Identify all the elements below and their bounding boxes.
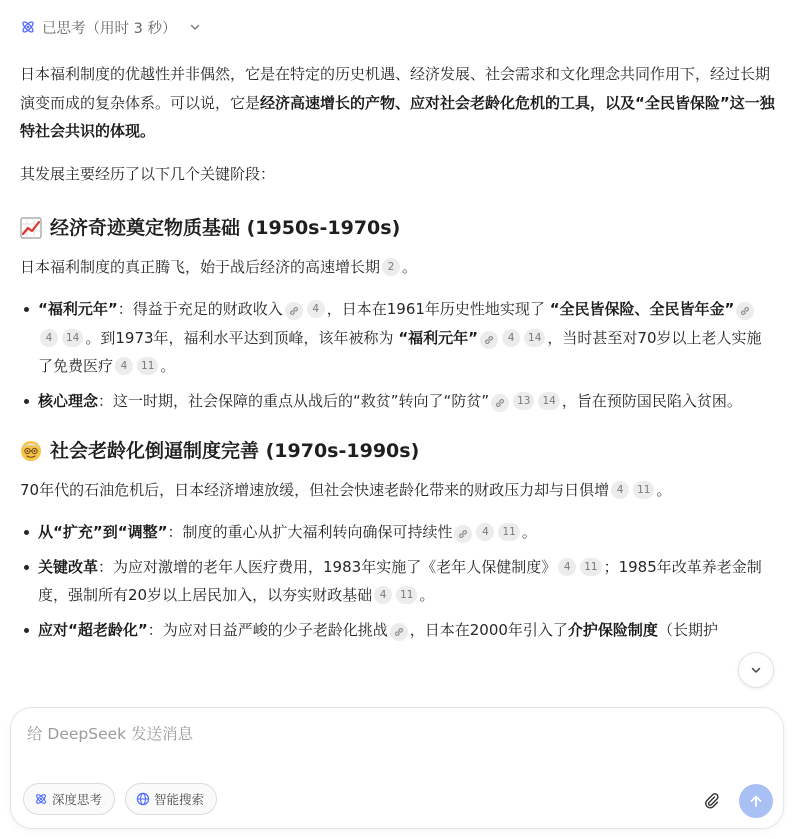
chevron-down-icon: [749, 663, 763, 677]
list-item-text: ：为应对日益严峻的少子老龄化挑战: [147, 620, 388, 639]
list-item-title: 关键改革: [38, 557, 99, 576]
section-1-list: [20, 295, 775, 415]
thinking-label: 已思考（用时 3 秒）: [42, 20, 177, 37]
list-item: [20, 387, 775, 416]
list-item: [20, 553, 775, 610]
citation-badge[interactable]: 4: [307, 300, 325, 318]
list-item: [20, 616, 775, 645]
link-icon[interactable]: [491, 394, 509, 412]
citation-badge[interactable]: 4: [374, 586, 392, 604]
citation-badge[interactable]: 11: [580, 558, 601, 576]
thinking-toggle[interactable]: [20, 14, 202, 40]
list-item-title: 核心理念: [38, 391, 99, 410]
citation-badge[interactable]: 11: [396, 586, 417, 604]
list-item-title: 从“扩充”到“调整”: [38, 523, 168, 541]
intro-bold-text: 经济高速增长的产物、应对社会老龄化危机的工具，以及“全民皆保险”这一独特社会共识的体现。: [20, 93, 775, 140]
citation-badge[interactable]: 4: [40, 329, 58, 347]
list-item-text: ：这一时期，社会保障的重点从战后的“救贫”转向了“防贫”: [98, 391, 490, 410]
section-2-lead: 70年代的石油危机后，日本经济增速放缓，但社会快速老龄化带来的财政压力却与日俱增 4 11 。: [20, 480, 672, 499]
list-item-bold: “全民皆保险、全民皆年金”: [549, 300, 735, 318]
list-item-text: 。: [521, 523, 537, 541]
older-person-icon: [20, 440, 42, 462]
arrow-up-icon: [748, 793, 764, 809]
citation-badge[interactable]: 11: [633, 481, 654, 499]
paperclip-icon: [703, 792, 721, 810]
citation-badge[interactable]: 14: [538, 392, 559, 410]
link-icon[interactable]: [736, 302, 754, 320]
intro-paragraph-2: 其发展主要经历了以下几个关键阶段：: [20, 164, 276, 183]
list-item-text: 。: [160, 357, 176, 375]
section-heading-1-text: 经济奇迹奠定物质基础 (1950s-1970s): [50, 217, 401, 239]
citation-badge[interactable]: 13: [513, 392, 534, 410]
web-search-toggle[interactable]: [125, 783, 217, 815]
message-composer: [10, 707, 784, 829]
list-item-text: ，当时甚至对70岁以上老人实施了免费医疗: [38, 328, 762, 375]
deep-think-label: 深度思考: [52, 792, 103, 807]
list-item-text: ：得益于充足的财政收入: [117, 300, 283, 318]
citation-badge[interactable]: 4: [476, 523, 494, 541]
list-item-bold: “福利元年”: [398, 328, 479, 347]
list-item-text: ，旨在预防国民陷入贫困。: [561, 391, 742, 410]
citation-badge[interactable]: 4: [558, 558, 576, 576]
deep-think-toggle[interactable]: [23, 783, 115, 815]
list-item-text: 。到1973年，福利水平达到顶峰，该年被称为: [85, 328, 399, 347]
list-item-text: ：制度的重心从扩大福利转向确保可持续性: [167, 523, 453, 541]
section-2-lead-text: 70年代的石油危机后，日本经济增速放缓，但社会快速老龄化带来的财政压力却与日俱增: [20, 480, 610, 499]
list-item-title: “福利元年”: [38, 300, 118, 318]
list-item-bold: 介护保险制度: [567, 620, 658, 639]
chart-increasing-icon: [20, 217, 42, 239]
citation-badge[interactable]: 14: [62, 329, 83, 347]
list-item-text: ，日本在2000年引入了: [409, 620, 568, 639]
atom-icon: [20, 19, 36, 35]
intro-text: 日本福利制度的优越性并非偶然，它是在特定的历史机遇、经济发展、社会需求和文化理念共同作用下，经过长期演变而成的复杂体系。可以说，它是: [20, 65, 771, 112]
web-search-label: 智能搜索: [154, 792, 205, 807]
citation-badge[interactable]: 11: [137, 357, 158, 375]
send-button[interactable]: [739, 784, 773, 818]
section-2-list: [20, 518, 775, 644]
citation-badge[interactable]: 4: [502, 329, 520, 347]
citation-badge[interactable]: 14: [524, 329, 545, 347]
list-item-text: （长期护: [657, 620, 718, 639]
link-icon[interactable]: [454, 525, 472, 543]
list-item-text: ；1985年改革养老金制度，强制所有20岁以上居民加入，以夯实财政基础: [38, 557, 762, 604]
section-heading-2: [20, 437, 775, 466]
message-input[interactable]: [25, 724, 709, 744]
attach-button[interactable]: [701, 790, 723, 812]
atom-icon: [34, 792, 48, 806]
list-item: [20, 518, 775, 547]
citation-badge[interactable]: 2: [382, 258, 400, 276]
section-heading-2-text: 社会老龄化倒逼制度完善 (1970s-1990s): [50, 440, 420, 462]
link-icon[interactable]: [390, 623, 408, 641]
list-item-text: ：为应对激增的老年人医疗费用，1983年实施了《老年人保健制度》: [98, 557, 557, 576]
list-item: [20, 295, 775, 381]
link-icon[interactable]: [480, 331, 498, 349]
list-item-title: 应对“超老龄化”: [38, 620, 148, 639]
scroll-to-bottom-button[interactable]: [738, 652, 774, 688]
link-icon[interactable]: [285, 302, 303, 320]
citation-badge[interactable]: 4: [611, 481, 629, 499]
citation-badge[interactable]: 11: [498, 523, 519, 541]
section-heading-1: [20, 214, 775, 243]
globe-icon: [136, 792, 150, 806]
section-1-lead-text: 日本福利制度的真正腾飞，始于战后经济的高速增长期: [20, 257, 381, 276]
section-1-lead: 日本福利制度的真正腾飞，始于战后经济的高速增长期 2 。: [20, 257, 418, 276]
intro-paragraph: [20, 60, 775, 146]
list-item-text: ，日本在1961年历史性地实现了: [326, 300, 550, 318]
assistant-message: [20, 60, 775, 650]
chevron-down-icon: [188, 20, 202, 34]
list-item-text: 。: [419, 586, 435, 604]
citation-badge[interactable]: 4: [115, 357, 133, 375]
